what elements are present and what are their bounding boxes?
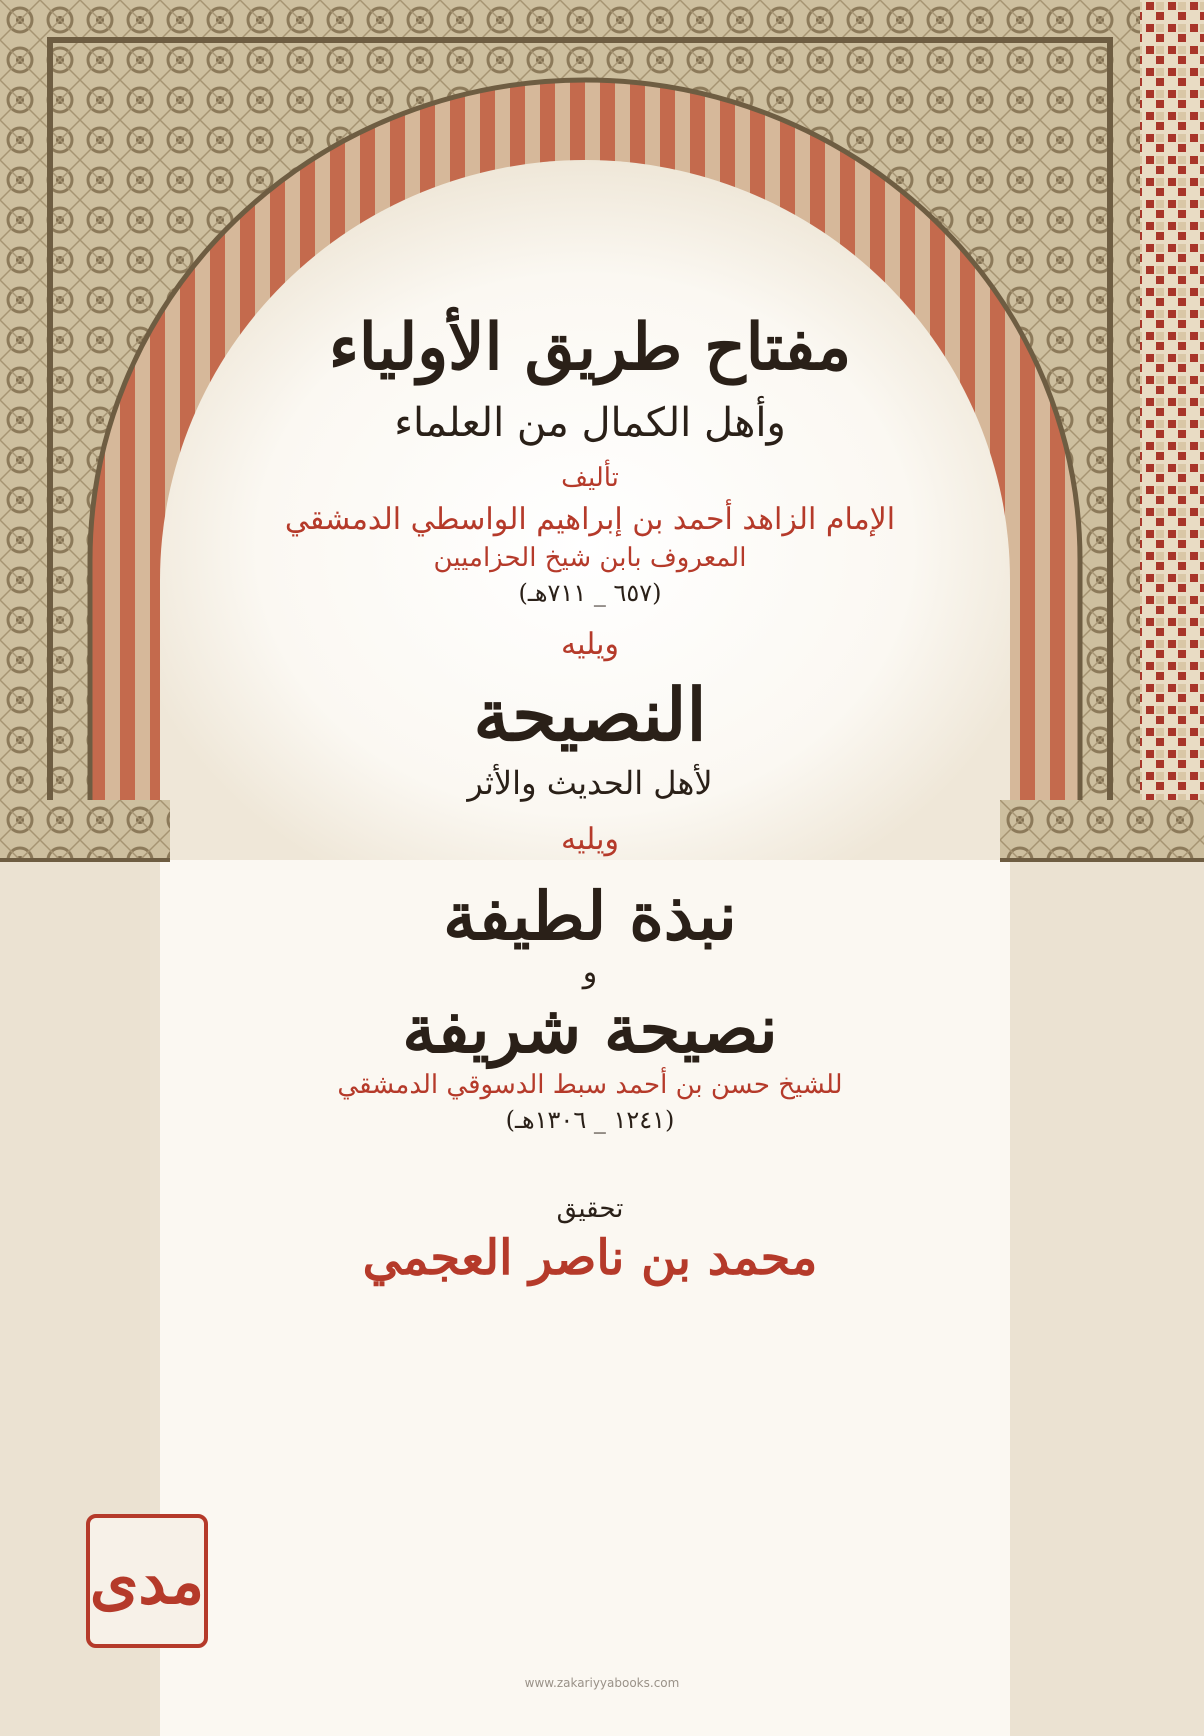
editing-label: تحقيق [556,1194,624,1225]
publisher-logo [86,1514,208,1648]
conjunction: و [582,955,598,991]
second-author: للشيخ حسن بن أحمد سبط الدسوقي الدمشقي [337,1070,843,1101]
followed-by-label-2: ويليه [561,822,619,858]
book-title: مفتاح طريق الأولياء [328,310,852,385]
followed-by-label-1: ويليه [561,626,619,662]
book-subtitle: وأهل الكمال من العلماء [394,399,786,446]
cover-text-block [230,290,950,1286]
second-title: النصيحة [473,671,707,757]
author-nickname: المعروف بابن شيخ الحزاميين [433,542,747,573]
author-years: (٦٥٧ _ ٧١١هـ) [518,578,662,607]
author-name: الإمام الزاهد أحمد بن إبراهيم الواسطي الدمشقي [284,501,896,537]
fourth-title: نصيحة شريفة [402,990,778,1069]
second-subtitle: لأهل الحديث والأثر [467,764,713,803]
editor-name: محمد بن ناصر العجمي [362,1230,818,1287]
watermark: www.zakariyyabooks.com [524,1676,680,1690]
second-author-years: (١٢٤١ _ ١٣٠٦هـ) [505,1106,675,1135]
authored-label: تأليف [561,462,619,493]
publisher-logo-text: مدى [89,1544,205,1618]
third-title: نبذة لطيفة [443,877,737,956]
